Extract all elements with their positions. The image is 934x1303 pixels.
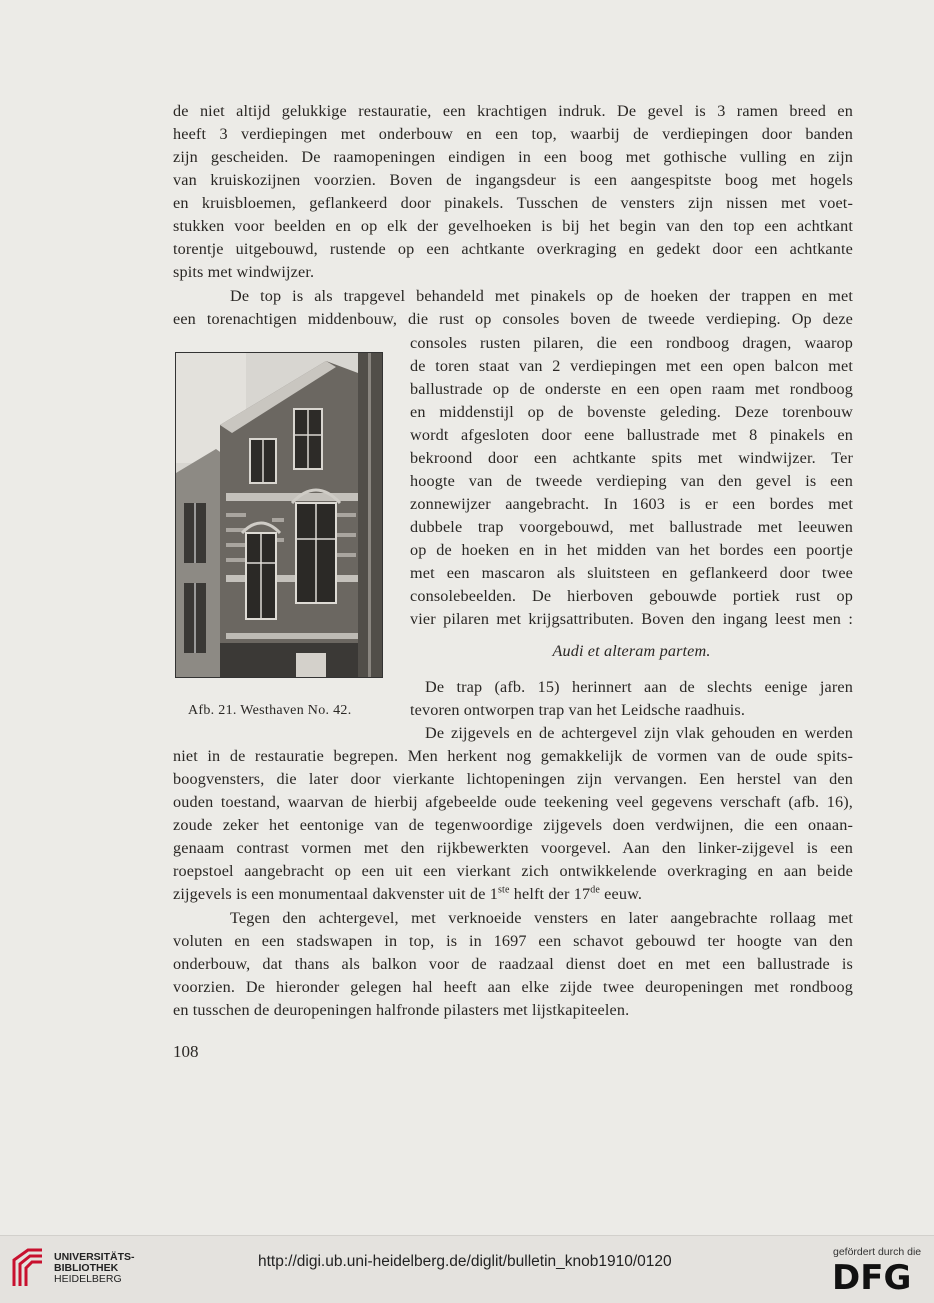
body-line: Tegen den achtergevel, met verknoeide vensters en later aangebrachte rollaag met	[230, 909, 853, 927]
sup-line-text: helft der 17	[509, 885, 591, 903]
latin-motto: Audi et alteram partem.	[552, 642, 711, 660]
body-line: consolebeelden. De hierboven gebouwde portiek rust op	[410, 587, 853, 605]
body-line: zijn gescheiden. De raamopeningen eindigen in een boog met gothische vulling en zijn	[173, 148, 853, 166]
body-line: vier pilaren met krijgsattributen. Boven den ingang leest men :	[410, 610, 853, 628]
body-line: de toren staat van 2 verdiepingen met een open balcon met	[410, 357, 853, 375]
body-line: hoogte van de tweede verdieping van den gevel is een	[410, 472, 853, 490]
body-line: genaam contrast vormen met den rijkbewerkten voorgevel. Aan den linker-zijgevel is een	[173, 839, 853, 857]
logo-line: BIBLIOTHEK	[54, 1262, 119, 1274]
superscript: ste	[498, 884, 510, 896]
page-number: 108	[173, 1042, 199, 1061]
body-line: ballustrade op de onderste en een open raam met rondboog	[410, 380, 853, 398]
body-line: tevoren ontworpen trap van het Leidsche raadhuis.	[410, 701, 746, 719]
figure-caption: Afb. 21. Westhaven No. 42.	[188, 703, 352, 718]
facade-photo	[175, 352, 383, 678]
sup-line-text: zijgevels is een monumentaal dakvenster uit de 1	[173, 885, 499, 903]
body-line: voorzien. De hieronder gelegen hal heeft aan elke zijde twee deuropeningen met rondboog	[173, 978, 853, 996]
body-line: zoude zeker het eentonige van de tegenwoordige zijgevels doen verdwijnen, die een onaan-	[173, 816, 853, 834]
body-line: bekroond door een achtkante spits met windwijzer. Ter	[410, 449, 853, 467]
facade-photo-drawing	[176, 353, 382, 677]
body-line: en kruisbloemen, geflankeerd door pinakels. Tusschen de vensters zijn nissen met voet-	[173, 194, 853, 212]
body-line: De trap (afb. 15) herinnert aan de slechts eenige jaren	[425, 678, 853, 696]
footer-bar	[0, 1235, 934, 1303]
logo-line: HEIDELBERG	[54, 1273, 122, 1285]
body-line: voluten en een stadswapen in top, is in 1697 een schavot gebouwd ter hoogte van den	[173, 932, 853, 950]
source-url-link[interactable]: http://digi.ub.uni-heidelberg.de/diglit/bulletin_knob1910/0120	[258, 1253, 672, 1270]
body-line: niet in de restauratie begrepen. Men herkent nog gemakkelijk de vormen van de oude spits-	[173, 747, 853, 765]
body-line: en tusschen de deuropeningen halfronde pilasters met lijstkapiteelen.	[173, 1001, 630, 1019]
body-line: ouden toestand, waarvan de hierbij afgebeelde oude teekening veel gegevens verschaft (afb. 16),	[173, 793, 853, 811]
body-line: zonnewijzer aangebracht. In 1603 is er een bordes met	[410, 495, 853, 513]
body-line: met een mascaron als sluitsteen en geflankeerd door twee	[410, 564, 853, 582]
body-line: een torenachtigen middenbouw, die rust op consoles boven de tweede verdieping. Op deze	[173, 310, 853, 328]
body-line: van kruiskozijnen voorzien. Boven de ingangsdeur is een aangespitste boog met hogels	[173, 171, 853, 189]
university-library-name[interactable]	[54, 1252, 135, 1285]
body-line: De top is als trapgevel behandeld met pinakels op de hoeken der trappen en met	[230, 287, 853, 305]
body-line: heeft 3 verdiepingen met onderbouw en een top, waarbij de verdiepingen door banden	[173, 125, 853, 143]
body-line: wordt afgesloten door eene ballustrade met 8 pinakels en	[410, 426, 853, 444]
university-library-logo-icon[interactable]	[10, 1246, 48, 1290]
body-line: stukken voor beelden en op elk der gevelhoeken is bij het begin van den top een achtkant	[173, 217, 853, 235]
body-line: consoles rusten pilaren, die een rondboog dragen, waarop	[410, 334, 853, 352]
body-line: op de hoeken en in het midden van het bordes een poortje	[410, 541, 853, 559]
body-line: boogvensters, die later door vierkante lichtopeningen zijn vervangen. Een herstel van den	[173, 770, 853, 788]
body-line: de niet altijd gelukkige restauratie, een krachtigen indruk. De gevel is 3 ramen breed en	[173, 102, 853, 120]
body-line: torentje uitgebouwd, rustende op een achtkante overkraging en gedekt door een achtkante	[173, 240, 853, 258]
body-line: roepstoel aangebracht op een uit een vierkant zich ontwikkelende overkraging en aan beide	[173, 862, 853, 880]
body-line: De zijgevels en de achtergevel zijn vlak gehouden en werden	[425, 724, 853, 742]
funded-by-label: gefördert durch die	[833, 1246, 922, 1258]
dfg-logo[interactable]: DFG	[832, 1258, 912, 1298]
superscript: de	[590, 884, 600, 896]
body-line: en middenstijl op de bovenste geleding. Deze torenbouw	[410, 403, 853, 421]
sup-line-text: eeuw.	[599, 885, 643, 903]
logo-line: UNIVERSITÄTS-	[54, 1251, 135, 1263]
body-line: dubbele trap voorgebouwd, met ballustrade met leeuwen	[410, 518, 853, 536]
body-line-with-superscripts	[173, 883, 853, 906]
body-line: spits met windwijzer.	[173, 263, 315, 281]
body-line: onderbouw, dat thans als balkon voor de raadzaal dienst doet en met een ballustrade is	[173, 955, 853, 973]
